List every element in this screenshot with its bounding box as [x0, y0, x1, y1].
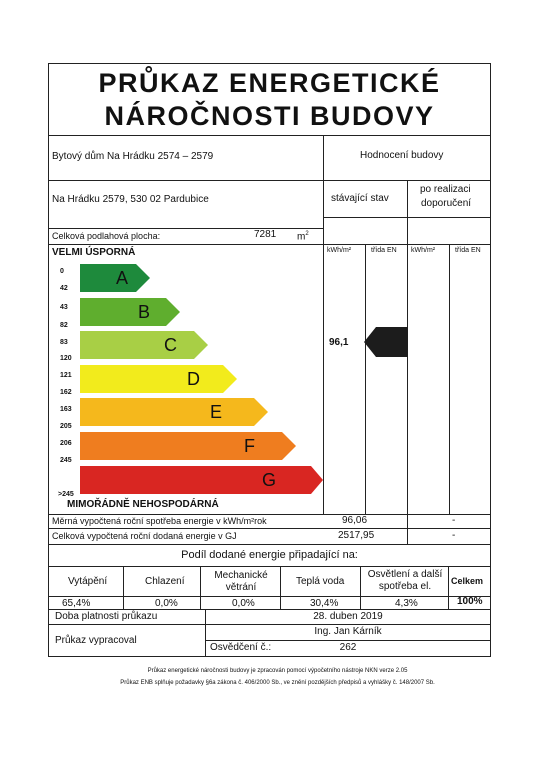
footnote-line-1: Průkaz energetické náročnosti budovy je zpracován pomocí výpočetního nástroje NKN verze 2.05 — [147, 668, 408, 674]
rating-header-after-2: doporučení — [421, 198, 472, 209]
rating-header-title: Hodnocení budovy — [360, 150, 444, 161]
energy-class-bar-d — [80, 365, 237, 393]
energy-class-arrow — [80, 432, 296, 460]
energy-class-arrow — [80, 264, 150, 292]
divider — [48, 135, 491, 136]
validity-label: Doba platnosti průkazu — [55, 611, 158, 622]
divider — [48, 528, 491, 529]
class-en-after: třída EN — [455, 247, 481, 254]
share-value-cooling: 0,0% — [155, 598, 178, 609]
shares-heading: Podíl dodané energie připadající na: — [181, 549, 358, 561]
share-header-total: Celkem — [451, 576, 484, 586]
divider — [48, 596, 491, 597]
share-value-total: 100% — [457, 596, 483, 607]
share-header-heating: Vytápění — [68, 576, 108, 587]
energy-class-bar-e — [80, 398, 268, 426]
document-title-line2: NÁROČNOSTI BUDOVY — [104, 101, 435, 131]
certificate-number-label: Osvědčení č.: — [210, 642, 272, 653]
divider — [48, 514, 491, 515]
building-address: Na Hrádku 2579, 530 02 Pardubice — [52, 194, 209, 205]
energy-class-letter: F — [244, 436, 255, 456]
scale-to-a: 42 — [60, 285, 68, 292]
divider — [365, 244, 366, 514]
energy-class-arrow — [80, 365, 237, 393]
scale-from-a: 0 — [60, 268, 64, 275]
energy-class-bar-b — [80, 298, 180, 326]
scale-from-c: 83 — [60, 339, 68, 346]
scale-from-g: >245 — [58, 491, 74, 498]
total-energy-value: 2517,95 — [338, 530, 375, 541]
energy-class-arrow — [80, 466, 323, 494]
energy-class-arrow — [80, 331, 208, 359]
divider — [448, 566, 449, 609]
floor-area-unit: $m^2$ — [297, 231, 309, 243]
scale-to-b: 82 — [60, 322, 68, 329]
prepared-by-value: Ing. Jan Kárník — [314, 626, 382, 637]
current-rating-marker — [364, 327, 408, 362]
certificate-number-value: 262 — [339, 642, 357, 653]
floor-area-label: Celková podlahová plocha: — [52, 231, 161, 241]
energy-class-arrow — [80, 298, 180, 326]
divider — [48, 544, 491, 545]
energy-class-bar-a — [80, 264, 150, 292]
scale-to-f: 245 — [60, 457, 72, 464]
specific-consumption-label: Měrná vypočtená roční spotřeba energie v kWh/m²rok — [52, 516, 267, 526]
scale-from-b: 43 — [60, 304, 68, 311]
validity-value: 28. duben 2019 — [313, 611, 383, 622]
energy-class-letter: A — [116, 268, 129, 288]
divider — [48, 566, 491, 567]
floor-area-value: 7281 — [254, 229, 277, 240]
share-header-hot-water: Teplá voda — [296, 576, 345, 587]
scale-to-d: 162 — [60, 389, 72, 396]
specific-consumption-value: 96,06 — [342, 515, 368, 526]
scale-to-c: 120 — [60, 355, 72, 362]
footnote-line-2: Průkaz ENB splňuje požadavky §6a zákona č. 406/2000 Sb., ve znění pozdějších předpisů a vyhlášky č. 148/2007 Sb. — [120, 680, 435, 686]
divider — [48, 609, 491, 610]
share-header-lighting: Osvětlení a další spotřeba el. — [367, 569, 443, 592]
divider — [449, 244, 450, 514]
divider — [280, 566, 281, 609]
prepared-by-label: Průkaz vypracoval — [55, 635, 137, 646]
energy-class-letter: B — [138, 302, 151, 322]
document-title-line1: PRŮKAZ ENERGETICKÉ — [98, 68, 441, 98]
energy-class-letter: D — [187, 369, 200, 389]
specific-consumption-after: - — [452, 515, 456, 526]
share-header-cooling: Chlazení — [145, 576, 185, 587]
unit-kwh-after: kWh/m² — [411, 247, 436, 254]
energy-class-bar-g — [80, 466, 323, 494]
scale-bottom-label: MIMOŘÁDNĚ NEHOSPODÁRNÁ — [67, 499, 219, 510]
building-name: Bytový dům Na Hrádku 2574 – 2579 — [52, 151, 214, 162]
share-value-lighting: 4,3% — [395, 598, 418, 609]
rating-header-current: stávající stav — [331, 193, 389, 204]
divider — [323, 135, 324, 514]
divider — [407, 528, 408, 544]
divider — [48, 624, 491, 625]
scale-from-f: 206 — [60, 440, 72, 447]
share-value-hot-water: 30,4% — [310, 598, 339, 609]
energy-class-letter: C — [164, 335, 177, 355]
divider — [48, 228, 323, 229]
divider — [200, 566, 201, 609]
energy-class-bar-f — [80, 432, 296, 460]
scale-top-label: VELMI ÚSPORNÁ — [52, 247, 136, 258]
divider — [123, 566, 124, 609]
share-value-heating: 65,4% — [62, 598, 91, 609]
divider — [360, 566, 361, 609]
energy-class-letter: E — [210, 402, 223, 422]
current-rating-value: 96,1 — [329, 337, 349, 348]
total-energy-after: - — [452, 530, 456, 541]
divider — [48, 180, 491, 181]
share-value-ventilation: 0,0% — [232, 598, 255, 609]
energy-class-letter: G — [262, 470, 277, 490]
divider — [205, 640, 491, 641]
divider — [48, 244, 491, 245]
scale-from-d: 121 — [60, 372, 72, 379]
class-en-current: třída EN — [371, 247, 397, 254]
scale-from-e: 163 — [60, 406, 72, 413]
unit-kwh-current: kWh/m² — [327, 247, 352, 254]
energy-class-bar-c — [80, 331, 208, 359]
rating-header-after-1: po realizaci — [420, 184, 471, 195]
energy-class-arrow — [80, 398, 268, 426]
total-energy-label: Celková vypočtená roční dodaná energie v GJ — [52, 531, 237, 541]
share-header-ventilation: Mechanické větrání — [214, 570, 268, 593]
scale-to-e: 205 — [60, 423, 72, 430]
